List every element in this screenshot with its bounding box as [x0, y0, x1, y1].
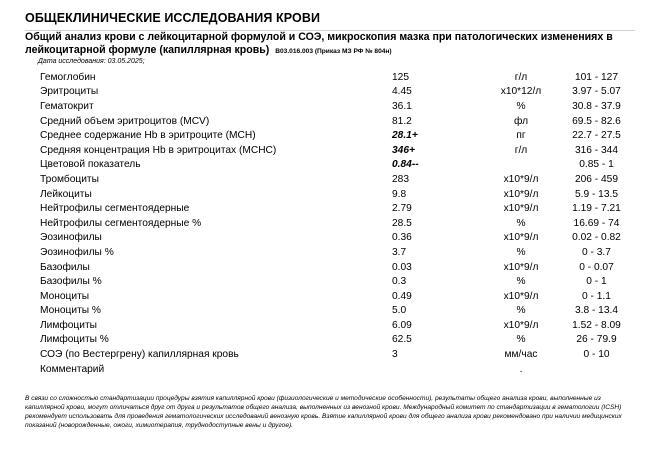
result-name: Тромбоциты — [40, 173, 99, 185]
result-row — [28, 245, 633, 260]
result-value: 0.3 — [392, 276, 407, 288]
result-reference: 101 - 127 — [574, 71, 619, 83]
test-date: Дата исследования: 03.05.2025; — [38, 58, 145, 65]
result-unit: % — [516, 305, 526, 317]
section-title: ОБЩЕКЛИНИЧЕСКИЕ ИССЛЕДОВАНИЯ КРОВИ — [25, 11, 635, 31]
result-reference: 0 - 10 — [583, 349, 610, 361]
result-row — [28, 362, 633, 377]
result-value: 3.7 — [392, 246, 407, 258]
result-name: Гемоглобин — [40, 71, 96, 83]
result-reference: 1.52 - 8.09 — [572, 319, 621, 331]
result-value: 2.79 — [392, 203, 412, 215]
result-value: 62.5 — [392, 334, 412, 346]
result-unit: x10*9/л — [503, 188, 539, 200]
result-name: Эозинофилы — [40, 232, 102, 244]
results-table — [28, 70, 633, 376]
result-unit: % — [516, 334, 526, 346]
result-value — [392, 362, 482, 377]
result-row — [28, 128, 633, 143]
result-unit: г/л — [514, 71, 528, 83]
result-name: Лимфоциты % — [40, 334, 109, 346]
result-name: Нейтрофилы сегментоядерные % — [40, 217, 202, 229]
result-row — [28, 231, 633, 246]
result-unit — [482, 158, 560, 173]
result-unit: % — [516, 100, 526, 112]
result-reference: 3.97 - 5.07 — [572, 86, 621, 98]
result-reference: 316 - 344 — [574, 144, 619, 156]
result-reference: 16.69 - 74 — [573, 217, 620, 229]
result-name: Комментарий — [40, 363, 105, 375]
result-unit: % — [516, 246, 526, 258]
result-row — [28, 85, 633, 100]
result-reference: 1.19 - 7.21 — [572, 203, 621, 215]
result-row — [28, 274, 633, 289]
result-row — [28, 99, 633, 114]
result-name: Средняя концентрация Hb в эритроцитах (MCHC) — [40, 144, 277, 156]
result-value: 283 — [392, 173, 409, 185]
result-name: СОЭ (по Вестергрену) капиллярная кровь — [40, 349, 239, 361]
result-name: Моноциты — [40, 290, 90, 302]
result-unit: % — [516, 217, 526, 229]
result-unit: мм/час — [504, 349, 538, 361]
result-reference: 0 - 1.1 — [582, 290, 611, 302]
result-row — [28, 114, 633, 129]
result-value: 36.1 — [392, 100, 412, 112]
result-name: Гематокрит — [40, 100, 94, 112]
result-reference: 0 - 0.07 — [579, 261, 614, 273]
result-unit: x10*9/л — [503, 319, 539, 331]
result-reference: 69.5 - 82.6 — [572, 115, 621, 127]
result-name: Цветовой показатель — [40, 159, 141, 171]
result-reference: 22.7 - 27.5 — [572, 130, 621, 142]
result-row — [28, 289, 633, 304]
result-value: 81.2 — [392, 115, 412, 127]
result-unit: . — [519, 363, 523, 375]
result-reference: 0.02 - 0.82 — [572, 232, 621, 244]
result-value: 0.03 — [392, 261, 412, 273]
result-name: Базофилы — [40, 261, 90, 273]
result-value: 346+ — [392, 144, 415, 156]
result-row — [28, 158, 633, 173]
result-unit: пг — [516, 130, 526, 142]
footnote: В связи со сложностью стандартизации процедуры взятия капиллярной крови (физиологические и методические особенности), результаты общего анализа крови, выполненные из капиллярной крови, могут отличаться друг от друга и результатов общего анализа, выполненных из венозной крови. Международный комитет по стандартизации в гематологии (ICSH) рекомендует использовать для проведения гематологических исследований венозную кровь. Взятие капиллярной крови для общего анализа крови рекомендовано при наличии медицинских показаний (новорожденные, ожоги, химиотерапия, труднодоступные вены и другое). — [25, 395, 622, 430]
result-row — [28, 304, 633, 319]
result-value: 3 — [392, 349, 398, 361]
result-value: 28.5 — [392, 217, 412, 229]
result-reference: 5.9 - 13.5 — [574, 188, 619, 200]
result-name: Нейтрофилы сегментоядерные — [40, 203, 190, 215]
result-value: 5.0 — [392, 305, 407, 317]
result-row — [28, 260, 633, 275]
result-name: Среднее содержание Hb в эритроците (MCH) — [40, 130, 256, 142]
test-title — [25, 31, 640, 58]
result-value: 0.36 — [392, 232, 412, 244]
result-reference: 0 - 3.7 — [582, 246, 611, 258]
result-row — [28, 216, 633, 231]
result-name: Эозинофилы % — [40, 246, 114, 258]
test-code: B03.016.003 (Приказ МЗ РФ № 804н) — [275, 48, 392, 55]
result-reference — [560, 362, 633, 377]
result-unit: x10*9/л — [503, 232, 539, 244]
result-name: Базофилы % — [40, 276, 102, 288]
result-name: Моноциты % — [40, 305, 101, 317]
result-name: Лейкоциты — [40, 188, 92, 200]
results-body — [28, 70, 633, 376]
result-value: 125 — [392, 71, 409, 83]
result-row — [28, 70, 633, 85]
result-unit: x10*9/л — [503, 173, 539, 185]
result-unit: % — [516, 276, 526, 288]
result-name: Средний объем эритроцитов (MCV) — [40, 115, 210, 127]
result-reference: 26 - 79.9 — [576, 334, 617, 346]
result-value: 28.1+ — [392, 130, 418, 142]
result-reference: 206 - 459 — [574, 173, 619, 185]
result-row — [28, 333, 633, 348]
result-value: 0.49 — [392, 290, 412, 302]
result-unit: фл — [513, 115, 529, 127]
result-value: 9.8 — [392, 188, 407, 200]
result-name: Эритроциты — [40, 86, 99, 98]
result-reference: 0 - 1 — [586, 276, 607, 288]
test-name: Общий анализ крови с лейкоцитарной формулой и СОЭ, микроскопия мазка при патологических изменениях в лейкоцитарной формуле (капиллярная кровь) — [25, 31, 613, 56]
result-unit: x10*12/л — [500, 86, 542, 98]
result-row — [28, 143, 633, 158]
result-value: 0.84-- — [392, 159, 419, 171]
result-reference: 3.8 - 13.4 — [574, 305, 619, 317]
result-reference: 0.85 - 1 — [579, 159, 614, 171]
result-row — [28, 318, 633, 333]
result-name: Лимфоциты — [40, 319, 97, 331]
result-row — [28, 187, 633, 202]
result-value: 4.45 — [392, 86, 412, 98]
result-reference: 30.8 - 37.9 — [572, 100, 621, 112]
result-row — [28, 201, 633, 216]
result-unit: x10*9/л — [503, 261, 539, 273]
result-unit: x10*9/л — [503, 290, 539, 302]
result-value: 6.09 — [392, 319, 412, 331]
result-unit: x10*9/л — [503, 203, 539, 215]
result-row — [28, 347, 633, 362]
result-unit: г/л — [514, 144, 528, 156]
result-row — [28, 172, 633, 187]
